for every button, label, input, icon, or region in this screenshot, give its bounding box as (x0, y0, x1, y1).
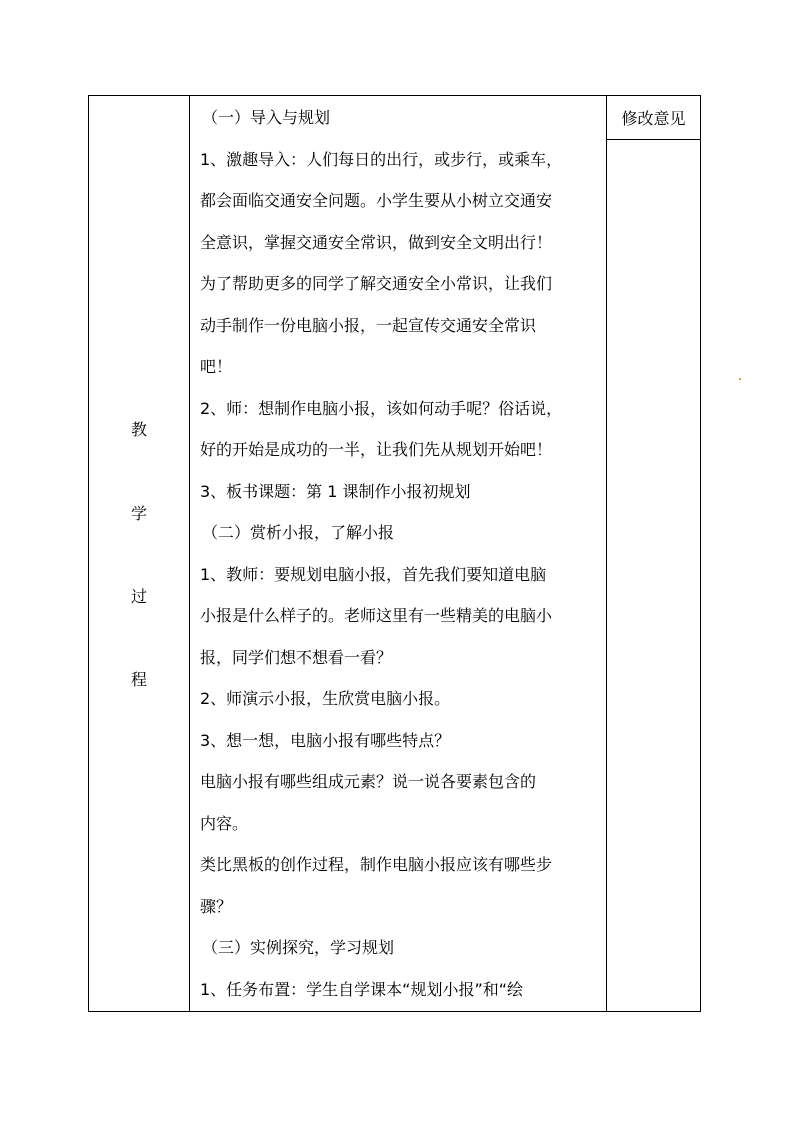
content-line: 吧！ (200, 357, 233, 376)
section-label-char-3: 过 (130, 587, 147, 606)
content-line: 2、师：想制作电脑小报，该如何动手呢？俗话说， (200, 398, 563, 418)
section-label-char-2: 学 (130, 504, 147, 523)
content-line: 1、任务布置：学生自学课本“规划小报”和“绘 (200, 979, 524, 999)
content-line: 为了帮助更多的同学了解交通安全小常识，让我们 (200, 274, 553, 293)
content-line: （三）实例探究，学习规划 (202, 938, 395, 957)
content-line: 小报是什么样子的。老师这里有一些精美的电脑小 (200, 606, 553, 625)
content-line: 报，同学们想不想看一看？ (200, 647, 393, 667)
content-line: 3、想一想，电脑小报有哪些特点？ (200, 730, 451, 750)
content-line: （二）赏析小报，了解小报 (202, 523, 395, 542)
content-line: 好的开始是成功的一半，让我们先从规划开始吧！ (200, 440, 553, 459)
section-label-char-4: 程 (130, 670, 147, 689)
lesson-table (88, 95, 701, 1012)
content-line: 内容。 (200, 813, 249, 833)
content-line: 动手制作一份电脑小报，一起宣传交通安全常识 (200, 315, 537, 335)
content-line: 1、激趣导入：人们每日的出行，或步行，或乘车， (200, 149, 563, 169)
revision-notes-column (606, 96, 701, 1011)
revision-notes-header: 修改意见 (606, 96, 701, 140)
content-line: 电脑小报有哪些组成元素？说一说各要素包含的 (200, 772, 537, 791)
content-line: 类比黑板的创作过程，制作电脑小报应该有哪些步 (200, 855, 553, 874)
content-line: （一）导入与规划 (202, 108, 331, 127)
content-line: 3、板书课题：第 1 课制作小报初规划 (200, 481, 471, 501)
section-label-column (89, 96, 189, 1011)
content-line: 2、师演示小报，生欣赏电脑小报。 (200, 689, 451, 708)
content-line: 1、教师：要规划电脑小报，首先我们要知道电脑 (200, 564, 547, 584)
stray-mark (739, 378, 741, 380)
lesson-content-column (190, 96, 606, 1011)
section-label-char-1: 教 (130, 420, 147, 439)
content-line: 都会面临交通安全问题。小学生要从小树立交通安 (200, 191, 553, 210)
content-line: 骤？ (200, 896, 233, 916)
content-line: 全意识，掌握交通安全常识，做到安全文明出行！ (200, 232, 553, 252)
